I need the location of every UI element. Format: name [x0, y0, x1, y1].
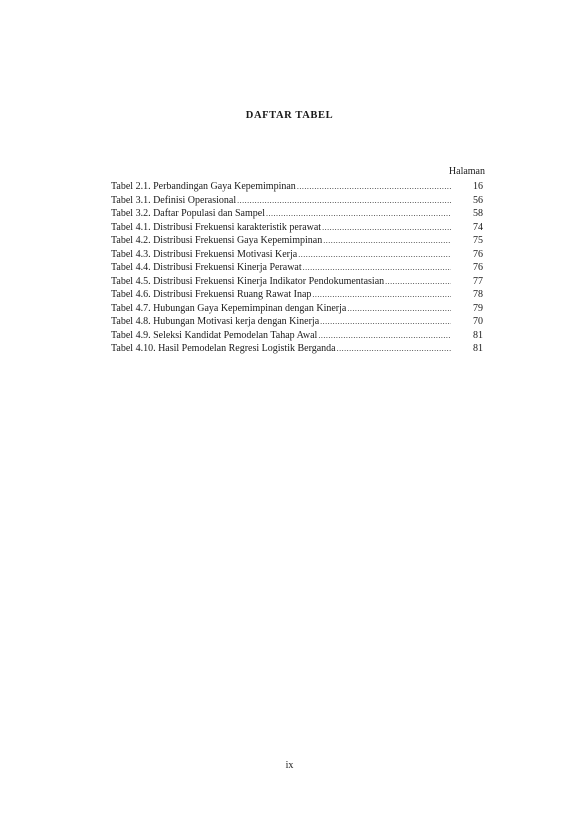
list-item: [111, 180, 485, 194]
entry-label: Tabel 2.1. Perbandingan Gaya Kepemimpinan: [111, 181, 296, 192]
dot-leader: [266, 207, 451, 221]
entry-page-number: 16: [473, 181, 483, 192]
entry-page-number: 76: [473, 262, 483, 273]
list-item: [111, 342, 485, 356]
table-of-tables-list: [111, 180, 485, 356]
list-item: [111, 194, 485, 208]
entry-label: Tabel 3.1. Definisi Operasional: [111, 194, 237, 206]
entry-label: Tabel 3.2. Daftar Populasi dan Sampel: [111, 208, 265, 219]
dot-leader: [237, 194, 451, 208]
entry-label: Tabel 4.5. Distribusi Frekuensi Kinerja Indikator Pendokumentasian: [111, 275, 385, 287]
entry-label: Tabel 4.7. Hubungan Gaya Kepemimpinan dengan Kinerja: [111, 302, 347, 314]
dot-leader: [318, 329, 451, 343]
page-column-header: Halaman: [448, 166, 485, 177]
dot-leader: [337, 342, 451, 356]
dot-leader: [323, 234, 451, 248]
list-item: [111, 275, 485, 289]
entry-label: Tabel 4.8. Hubungan Motivasi kerja dengan Kinerja: [111, 316, 320, 327]
list-item: [111, 261, 485, 275]
entry-page-number: 81: [473, 329, 483, 341]
list-item: [111, 221, 485, 235]
list-item: [111, 288, 485, 302]
entry-page-number: 76: [473, 248, 483, 260]
entry-page-number: 75: [473, 235, 483, 246]
dot-leader: [347, 302, 451, 316]
page-number: ix: [285, 760, 294, 771]
dot-leader: [312, 288, 451, 302]
entry-page-number: 77: [473, 275, 483, 287]
dot-leader: [385, 275, 451, 289]
dot-leader: [320, 315, 451, 329]
list-item: [111, 302, 485, 316]
entry-label: Tabel 4.3. Distribusi Frekuensi Motivasi Kerja: [111, 248, 298, 260]
entry-page-number: 78: [473, 289, 483, 300]
dot-leader: [322, 221, 451, 235]
dot-leader: [297, 180, 451, 194]
entry-page-number: 79: [473, 302, 483, 314]
entry-label: Tabel 4.10. Hasil Pemodelan Regresi Logistik Berganda: [111, 343, 336, 354]
entry-page-number: 74: [473, 221, 483, 233]
entry-page-number: 56: [473, 194, 483, 206]
page-title: DAFTAR TABEL: [245, 110, 334, 121]
entry-label: Tabel 4.1. Distribusi Frekuensi karakteristik perawat: [111, 221, 322, 233]
entry-page-number: 81: [473, 343, 483, 354]
entry-label: Tabel 4.2. Distribusi Frekuensi Gaya Kepemimpinan: [111, 235, 323, 246]
entry-label: Tabel 4.4. Distribusi Frekuensi Kinerja Perawat: [111, 262, 302, 273]
list-item: [111, 207, 485, 221]
dot-leader: [298, 248, 451, 262]
list-item: [111, 329, 485, 343]
entry-page-number: 70: [473, 316, 483, 327]
entry-label: Tabel 4.9. Seleksi Kandidat Pemodelan Tahap Awal: [111, 329, 318, 341]
list-item: [111, 248, 485, 262]
entry-page-number: 58: [473, 208, 483, 219]
entry-label: Tabel 4.6. Distribusi Frekuensi Ruang Rawat Inap: [111, 289, 312, 300]
list-item: [111, 234, 485, 248]
dot-leader: [303, 261, 451, 275]
list-item: [111, 315, 485, 329]
